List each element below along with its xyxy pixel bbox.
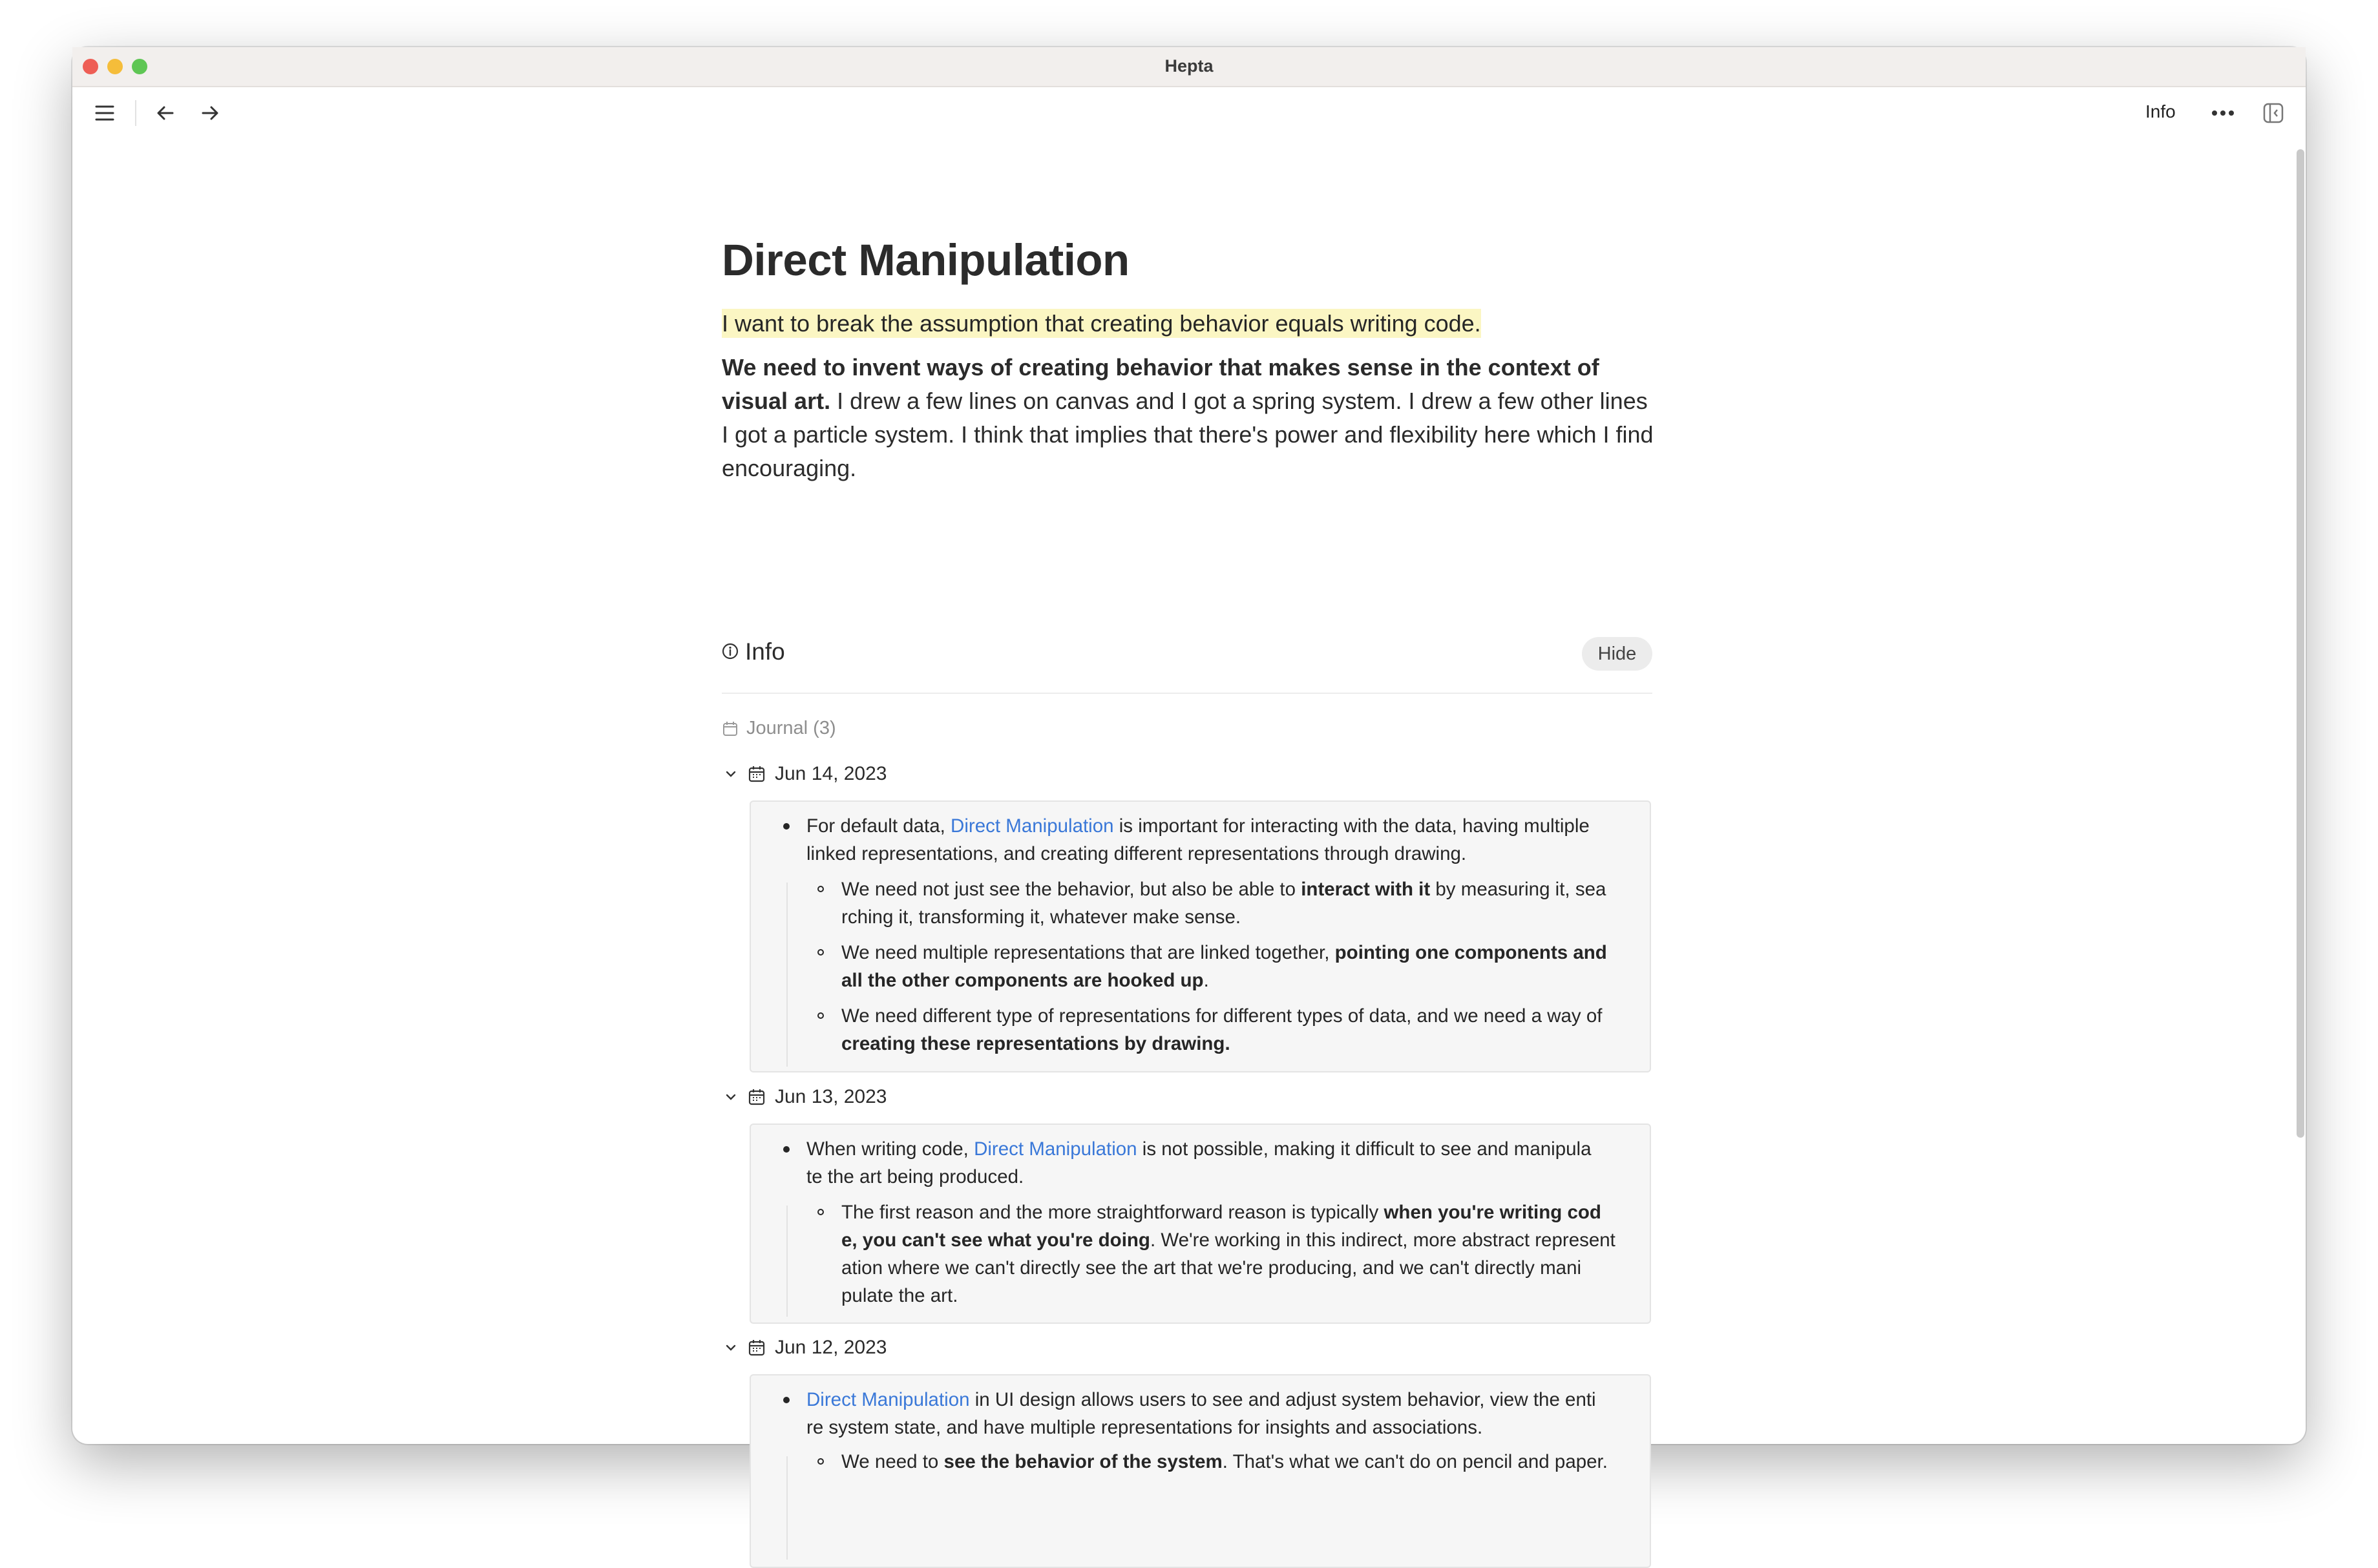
list-item-text: We need to: [841, 1451, 944, 1472]
body-paragraph: [722, 351, 1656, 485]
hide-button[interactable]: Hide: [1582, 637, 1652, 671]
sub-list-item: [841, 1198, 1617, 1310]
calendar-icon: [722, 720, 739, 737]
sub-list-item: [841, 1002, 1617, 1058]
journal-entry-card: [750, 800, 1651, 1072]
list-item-bold: creating these representations by drawing.: [841, 1033, 1230, 1054]
chevron-down-icon[interactable]: [722, 765, 740, 783]
list-item-bold: when you're writing cod e, you can't see what you're doing: [841, 1202, 1601, 1251]
indent-guide: [786, 1206, 788, 1317]
list-item-text: by measuring it, sea rching it, transforming it, whatever make sense.: [841, 879, 1606, 928]
chevron-down-icon[interactable]: [722, 1339, 740, 1357]
list-item-text: in UI design allows users to see and adjust system behavior, view the enti re system state, and have multiple representations for insights and associations.: [806, 1389, 1596, 1438]
page-title: Direct Manipulation: [722, 235, 1130, 285]
list-item: [806, 1386, 1608, 1441]
journal-entry-header[interactable]: [722, 763, 887, 785]
highlighted-sentence: [722, 308, 1481, 340]
journal-entry-card: [750, 1124, 1651, 1324]
sub-list-item: [841, 875, 1617, 931]
indent-guide: [786, 1456, 788, 1560]
list-item-text: We need not just see the behavior, but also be able to: [841, 879, 1301, 900]
page-link[interactable]: Direct Manipulation: [974, 1138, 1137, 1160]
calendar-icon: [748, 1088, 766, 1106]
info-circle-icon: [722, 643, 737, 658]
back-arrow-icon[interactable]: [153, 100, 178, 126]
list-item-bold: interact with it: [1301, 879, 1431, 900]
journal-entry-date: Jun 13, 2023: [775, 1086, 887, 1107]
journal-label-text: Journal (3): [746, 718, 836, 738]
forward-arrow-icon[interactable]: [197, 100, 223, 126]
journal-entry-header[interactable]: [722, 1337, 887, 1359]
more-icon[interactable]: [2209, 100, 2237, 126]
list-item-text: . That's what we can't do on pencil and paper.: [1222, 1451, 1608, 1472]
list-item-text: For default data,: [806, 815, 951, 837]
list-item-text: . We're working in this indirect, more abstract represent ation where we can't directly see the art that we're producing, and we can't directly mani pulate the art.: [841, 1229, 1615, 1306]
info-section-title: Info: [745, 638, 785, 665]
highlight-text: I want to break the assumption that creating behavior equals writing code.: [722, 310, 1481, 337]
app-window: [72, 47, 2306, 1472]
body-paragraph-rest: I drew a few lines on canvas and I got a spring system. I drew a few other lines I got a particle system. I think that implies that there's power and flexibility here which I find encouraging.: [722, 388, 1654, 481]
journal-entry-card: [750, 1374, 1651, 1568]
sidebar-toggle-icon[interactable]: [2260, 100, 2286, 126]
list-item: [806, 812, 1608, 868]
list-item-bold: pointing one components and all the other components are hooked up: [841, 942, 1607, 991]
list-item-text: is important for interacting with the data, having multiple linked representations, and creating different representations through drawing.: [806, 815, 1590, 864]
body-paragraph-bold: We need to invent ways of creating behavior that makes sense in the context of visual art.: [722, 354, 1599, 414]
list-item-bold: see the behavior of the system: [943, 1451, 1223, 1472]
list-item: [806, 1135, 1608, 1191]
chevron-down-icon[interactable]: [722, 1088, 740, 1106]
window-title: Hepta: [1164, 56, 1214, 76]
calendar-icon: [748, 1339, 766, 1357]
toolbar: [72, 87, 2306, 163]
info-toolbar-button[interactable]: Info: [2145, 101, 2176, 121]
menu-icon[interactable]: [92, 100, 118, 126]
page-link[interactable]: Direct Manipulation: [806, 1389, 970, 1410]
info-divider: [722, 693, 1652, 694]
sub-list-item: [841, 939, 1617, 994]
journal-label[interactable]: [722, 718, 836, 739]
list-item-text: is not possible, making it difficult to see and manipula te the art being produced.: [806, 1138, 1592, 1187]
list-item-text: We need different type of representations for different types of data, and we need a way of: [841, 1005, 1603, 1027]
list-item-text: We need multiple representations that are linked together,: [841, 942, 1335, 963]
page-link[interactable]: Direct Manipulation: [951, 815, 1114, 837]
list-item-text: .: [1203, 970, 1209, 991]
sub-list-item: [841, 1448, 1617, 1476]
journal-entry-header[interactable]: [722, 1086, 887, 1108]
toolbar-divider: [135, 100, 136, 126]
info-section-header: [722, 635, 1652, 674]
calendar-icon: [748, 765, 766, 783]
journal-entry-date: Jun 14, 2023: [775, 763, 887, 784]
journal-entry-date: Jun 12, 2023: [775, 1337, 887, 1358]
list-item-text: When writing code,: [806, 1138, 974, 1160]
indent-guide: [786, 883, 788, 1067]
title-bar: [72, 47, 2306, 87]
list-item-text: The first reason and the more straightforward reason is typically: [841, 1202, 1384, 1223]
scrollbar[interactable]: [2297, 149, 2304, 1138]
